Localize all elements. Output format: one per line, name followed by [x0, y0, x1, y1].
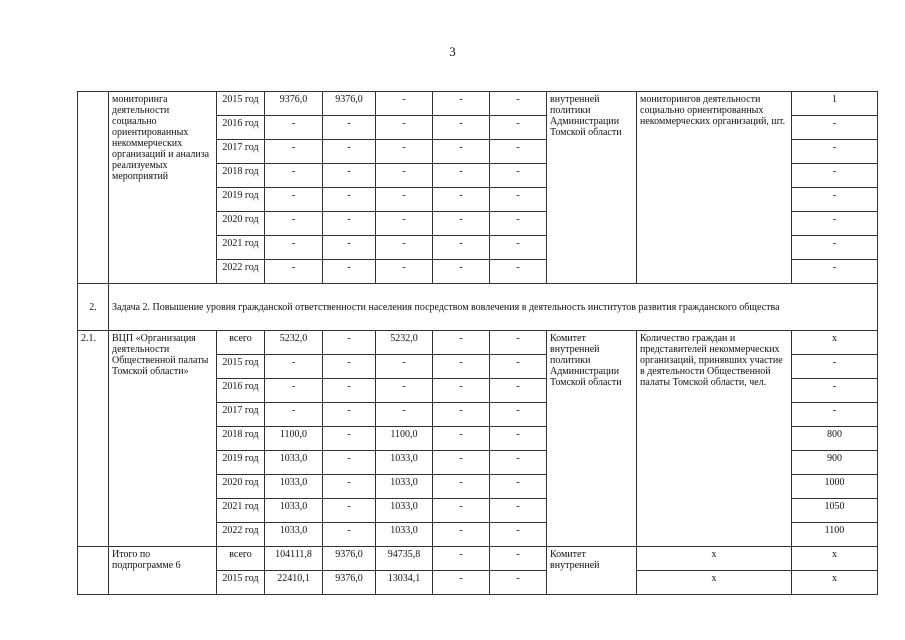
target-value: -: [792, 188, 878, 212]
amount-fed: -: [323, 212, 376, 236]
amount-other: -: [490, 547, 547, 571]
amount-loc: -: [433, 116, 490, 140]
target-value: 1000: [792, 475, 878, 499]
amount-reg: -: [376, 260, 433, 284]
amount-other: -: [490, 427, 547, 451]
amount-other: -: [490, 475, 547, 499]
total-number-cell: [78, 547, 109, 595]
amount-reg: -: [376, 212, 433, 236]
target-value: х: [792, 547, 878, 571]
amount-reg: 1033,0: [376, 475, 433, 499]
target-value: -: [792, 116, 878, 140]
amount-total: -: [265, 260, 323, 284]
amount-other: -: [490, 379, 547, 403]
amount-fed: -: [323, 475, 376, 499]
amount-loc: -: [433, 188, 490, 212]
table-row: [78, 547, 878, 571]
target-value: 1050: [792, 499, 878, 523]
target-value: -: [792, 379, 878, 403]
amount-loc: -: [433, 523, 490, 547]
amount-fed: -: [323, 331, 376, 355]
target-value: -: [792, 140, 878, 164]
year-cell: 2019 год: [217, 451, 265, 475]
amount-other: -: [490, 571, 547, 595]
target-value: -: [792, 355, 878, 379]
amount-loc: -: [433, 499, 490, 523]
amount-total: 1033,0: [265, 451, 323, 475]
block2-executor: Комитет внутренней политики Администрации Томской области: [547, 331, 637, 547]
amount-reg: 1100,0: [376, 427, 433, 451]
amount-loc: -: [433, 427, 490, 451]
amount-total: 1033,0: [265, 523, 323, 547]
target-value: х: [792, 571, 878, 595]
amount-fed: 9376,0: [323, 571, 376, 595]
amount-reg: -: [376, 355, 433, 379]
amount-total: 5232,0: [265, 331, 323, 355]
amount-other: -: [490, 140, 547, 164]
year-cell: 2022 год: [217, 260, 265, 284]
year-cell: 2021 год: [217, 499, 265, 523]
amount-reg: 5232,0: [376, 331, 433, 355]
amount-loc: -: [433, 475, 490, 499]
amount-total: -: [265, 116, 323, 140]
amount-reg: 1033,0: [376, 451, 433, 475]
year-cell: 2020 год: [217, 212, 265, 236]
amount-total: 1033,0: [265, 475, 323, 499]
target-value: -: [792, 260, 878, 284]
amount-loc: -: [433, 212, 490, 236]
amount-reg: -: [376, 92, 433, 116]
amount-fed: 9376,0: [323, 547, 376, 571]
amount-reg: -: [376, 236, 433, 260]
amount-reg: -: [376, 379, 433, 403]
task-row: [78, 284, 878, 331]
amount-reg: -: [376, 403, 433, 427]
amount-fed: -: [323, 379, 376, 403]
amount-loc: -: [433, 92, 490, 116]
year-cell: 2015 год: [217, 571, 265, 595]
amount-fed: -: [323, 523, 376, 547]
block1-indicator: мониторингов деятельности социально ориентированных некоммерческих организаций, шт.: [637, 92, 792, 284]
amount-fed: -: [323, 164, 376, 188]
block1-executor: внутренней политики Администрации Томской области: [547, 92, 637, 284]
amount-fed: -: [323, 499, 376, 523]
indicator-value: х: [637, 571, 792, 595]
amount-loc: -: [433, 571, 490, 595]
target-value: -: [792, 164, 878, 188]
amount-total: -: [265, 236, 323, 260]
amount-fed: -: [323, 355, 376, 379]
target-value: 1100: [792, 523, 878, 547]
amount-reg: 13034,1: [376, 571, 433, 595]
amount-reg: -: [376, 164, 433, 188]
amount-fed: -: [323, 260, 376, 284]
block1-name: мониторинга деятельности социально ориентированных некоммерческих организаций и анализа реализуемых мероприятий: [109, 92, 217, 284]
year-cell: 2016 год: [217, 116, 265, 140]
amount-total: 9376,0: [265, 92, 323, 116]
amount-other: -: [490, 116, 547, 140]
amount-loc: -: [433, 379, 490, 403]
year-cell: 2017 год: [217, 403, 265, 427]
target-value: -: [792, 403, 878, 427]
year-cell: 2016 год: [217, 379, 265, 403]
amount-total: 1033,0: [265, 499, 323, 523]
year-cell: 2022 год: [217, 523, 265, 547]
amount-other: -: [490, 236, 547, 260]
amount-other: -: [490, 92, 547, 116]
target-value: х: [792, 331, 878, 355]
program-table: [77, 91, 878, 595]
target-value: 800: [792, 427, 878, 451]
amount-reg: -: [376, 116, 433, 140]
amount-total: -: [265, 212, 323, 236]
amount-fed: -: [323, 451, 376, 475]
amount-other: -: [490, 260, 547, 284]
year-cell: 2021 год: [217, 236, 265, 260]
amount-other: -: [490, 188, 547, 212]
amount-fed: -: [323, 427, 376, 451]
amount-loc: -: [433, 236, 490, 260]
year-cell: всего: [217, 331, 265, 355]
amount-loc: -: [433, 403, 490, 427]
amount-total: -: [265, 164, 323, 188]
target-value: -: [792, 212, 878, 236]
amount-total: -: [265, 188, 323, 212]
task-number: 2.: [78, 284, 109, 331]
year-cell: 2019 год: [217, 188, 265, 212]
amount-fed: -: [323, 116, 376, 140]
block2-indicator: Количество граждан и представителей некоммерческих организаций, принявших участие в деятельности Общественной палаты Томской области, чел.: [637, 331, 792, 547]
amount-total: -: [265, 403, 323, 427]
amount-reg: -: [376, 188, 433, 212]
amount-fed: -: [323, 140, 376, 164]
amount-other: -: [490, 403, 547, 427]
amount-fed: 9376,0: [323, 92, 376, 116]
table-row: [78, 331, 878, 355]
year-cell: 2018 год: [217, 427, 265, 451]
amount-fed: -: [323, 236, 376, 260]
table-body: [78, 92, 878, 595]
amount-total: -: [265, 355, 323, 379]
amount-reg: 1033,0: [376, 499, 433, 523]
amount-fed: -: [323, 188, 376, 212]
amount-reg: 1033,0: [376, 523, 433, 547]
amount-loc: -: [433, 140, 490, 164]
amount-other: -: [490, 164, 547, 188]
amount-fed: -: [323, 403, 376, 427]
year-cell: 2018 год: [217, 164, 265, 188]
page-number: 3: [449, 44, 456, 59]
amount-other: -: [490, 212, 547, 236]
amount-loc: -: [433, 451, 490, 475]
amount-total: 104111,8: [265, 547, 323, 571]
amount-reg: -: [376, 140, 433, 164]
total-name: Итого по подпрограмме 6: [109, 547, 217, 595]
amount-reg: 94735,8: [376, 547, 433, 571]
indicator-value: х: [637, 547, 792, 571]
target-value: 1: [792, 92, 878, 116]
block1-number-cell: [78, 92, 109, 284]
amount-total: -: [265, 379, 323, 403]
block2-name: ВЦП «Организация деятельности Общественной палаты Томской области»: [109, 331, 217, 547]
total-executor: Комитет внутренней: [547, 547, 637, 595]
amount-total: -: [265, 140, 323, 164]
amount-other: -: [490, 451, 547, 475]
task-text: Задача 2. Повышение уровня гражданской ответственности населения посредством вовлечения в деятельность институтов развития гражданского общества: [109, 284, 878, 331]
amount-loc: -: [433, 260, 490, 284]
amount-loc: -: [433, 355, 490, 379]
amount-other: -: [490, 355, 547, 379]
amount-loc: -: [433, 547, 490, 571]
amount-other: -: [490, 331, 547, 355]
amount-total: 1100,0: [265, 427, 323, 451]
amount-loc: -: [433, 164, 490, 188]
amount-other: -: [490, 523, 547, 547]
table-row: [78, 92, 878, 116]
year-cell: всего: [217, 547, 265, 571]
amount-loc: -: [433, 331, 490, 355]
year-cell: 2015 год: [217, 92, 265, 116]
year-cell: 2015 год: [217, 355, 265, 379]
amount-total: 22410,1: [265, 571, 323, 595]
year-cell: 2020 год: [217, 475, 265, 499]
block2-number: 2.1.: [78, 331, 109, 547]
amount-other: -: [490, 499, 547, 523]
target-value: -: [792, 236, 878, 260]
target-value: 900: [792, 451, 878, 475]
year-cell: 2017 год: [217, 140, 265, 164]
